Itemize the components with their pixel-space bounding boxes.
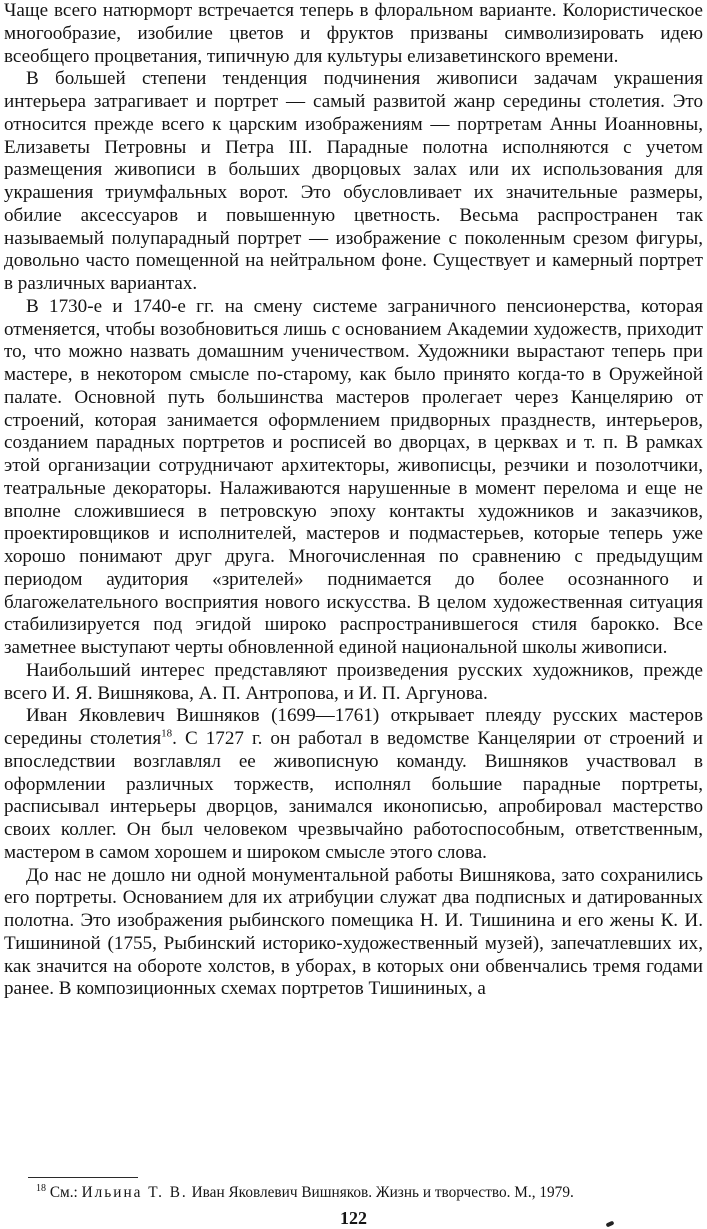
paragraph-1: Чаще всего натюрморт встречается теперь в флоральном варианте. Колористическое многообразие, изобилие цветов и фруктов призваны символизировать идею всеобщего процветания, типичную для культуры елизаветинского времени. bbox=[4, 0, 703, 67]
footnote bbox=[4, 1183, 703, 1202]
paragraph-6: До нас не дошло ни одной монументальной работы Вишнякова, зато сохранились его портреты. Основанием для их атрибуции служат два подписных и датированных полотна. Это изображения рыбинского помещика Н. И. Тишинина и его жены К. И. Тишининой (1755, Рыбинский историко-художественный музей), запечатлевших их, как значится на обороте холстов, в уборах, в которых они обвенчались тремя годами ранее. В композиционных схемах портретов Тишининых, а bbox=[4, 864, 703, 1000]
paragraph-5-text-end: . С 1727 г. он работал в ведомстве Канцелярии от строений и впоследствии возглавлял ее живописную команду. Вишняков участвовал в оформлении различных торжеств, исполнял большие парадные портреты, расписывал интерьеры дворцов, занимался иконописью, апробировал мастерство своих коллег. Он был человеком чрезвычайно работоспособным, ответственным, мастером в самом хорошем и широком смысле этого слова. bbox=[4, 728, 703, 863]
page-number: 122 bbox=[340, 1208, 367, 1228]
paragraph-5 bbox=[4, 705, 703, 864]
paragraph-3: В 1730-е и 1740-е гг. на смену системе заграничного пенсионерства, которая отменяется, чтобы возобновиться лишь с основанием Академии художеств, приходит то, что можно назвать домашним ученичеством. Художники вырастают теперь при мастере, в некотором смысле по-старому, как было принято когда-то в Оружейной палате. Основной путь большинства мастеров пролегает через Канцелярию от строений, которая занимается оформлением придворных празднеств, интерьеров, созданием парадных портретов и росписей во дворцах, в церквах и т. п. В рамках этой организации сотрудничают архитекторы, живописцы, резчики и позолотчики, театральные декораторы. Налаживаются нарушенные в момент перелома и еще не вполне сложившиеся в петровскую эпоху контакты художников и заказчиков, проектировщиков и исполнителей, мастеров и подмастерьев, которые теперь уже хорошо понимают друг друга. Многочисленная по сравнению с предыдущим периодом аудитория «зрителей» поднимается до более осознанного и благожелательного восприятия нового искусства. В целом художественная ситуация стабилизируется под эгидой широко распространившегося стиля барокко. Все заметнее выступают черты обновленной единой национальной школы живописи. bbox=[4, 295, 703, 658]
paragraph-2: В большей степени тенденция подчинения живописи задачам украшения интерьера затрагивает и портрет — самый развитой жанр середины столетия. Это относится прежде всего к царским изображениям — портретам Анны Иоанновны, Елизаветы Петровны и Петра III. Парадные полотна исполняются с учетом размещения живописи в больших дворцовых залах или их использования для украшения триумфальных ворот. Это обусловливает их значительные размеры, обилие аксессуаров и повышенную цветность. Весьма распространен так называемый полупарадный портрет — изображение с поколенным срезом фигуры, довольно часто помещенной на нейтральном фоне. Существует и камерный портрет в различных вариантах. bbox=[4, 68, 703, 294]
footnote-number: 18 bbox=[36, 1182, 46, 1194]
footnote-ref-18: 18 bbox=[161, 727, 173, 740]
footnote-divider bbox=[28, 1177, 138, 1178]
page bbox=[4, 0, 703, 1001]
footnote-prefix: См.: bbox=[49, 1184, 78, 1201]
body-text bbox=[4, 0, 703, 1001]
paragraph-4: Наибольший интерес представляют произведения русских художников, прежде всего И. Я. Вишнякова, А. П. Антропова, и И. П. Аргунова. bbox=[4, 659, 703, 704]
paragraph-5-text-start: Иван Яковлевич Вишняков (1699—1761) открывает плеяду русских мастеров середины столетия bbox=[4, 705, 703, 749]
footnote-author: Ильина Т. В. bbox=[81, 1184, 188, 1201]
footnote-citation: Иван Яковлевич Вишняков. Жизнь и творчество. М., 1979. bbox=[191, 1184, 574, 1201]
